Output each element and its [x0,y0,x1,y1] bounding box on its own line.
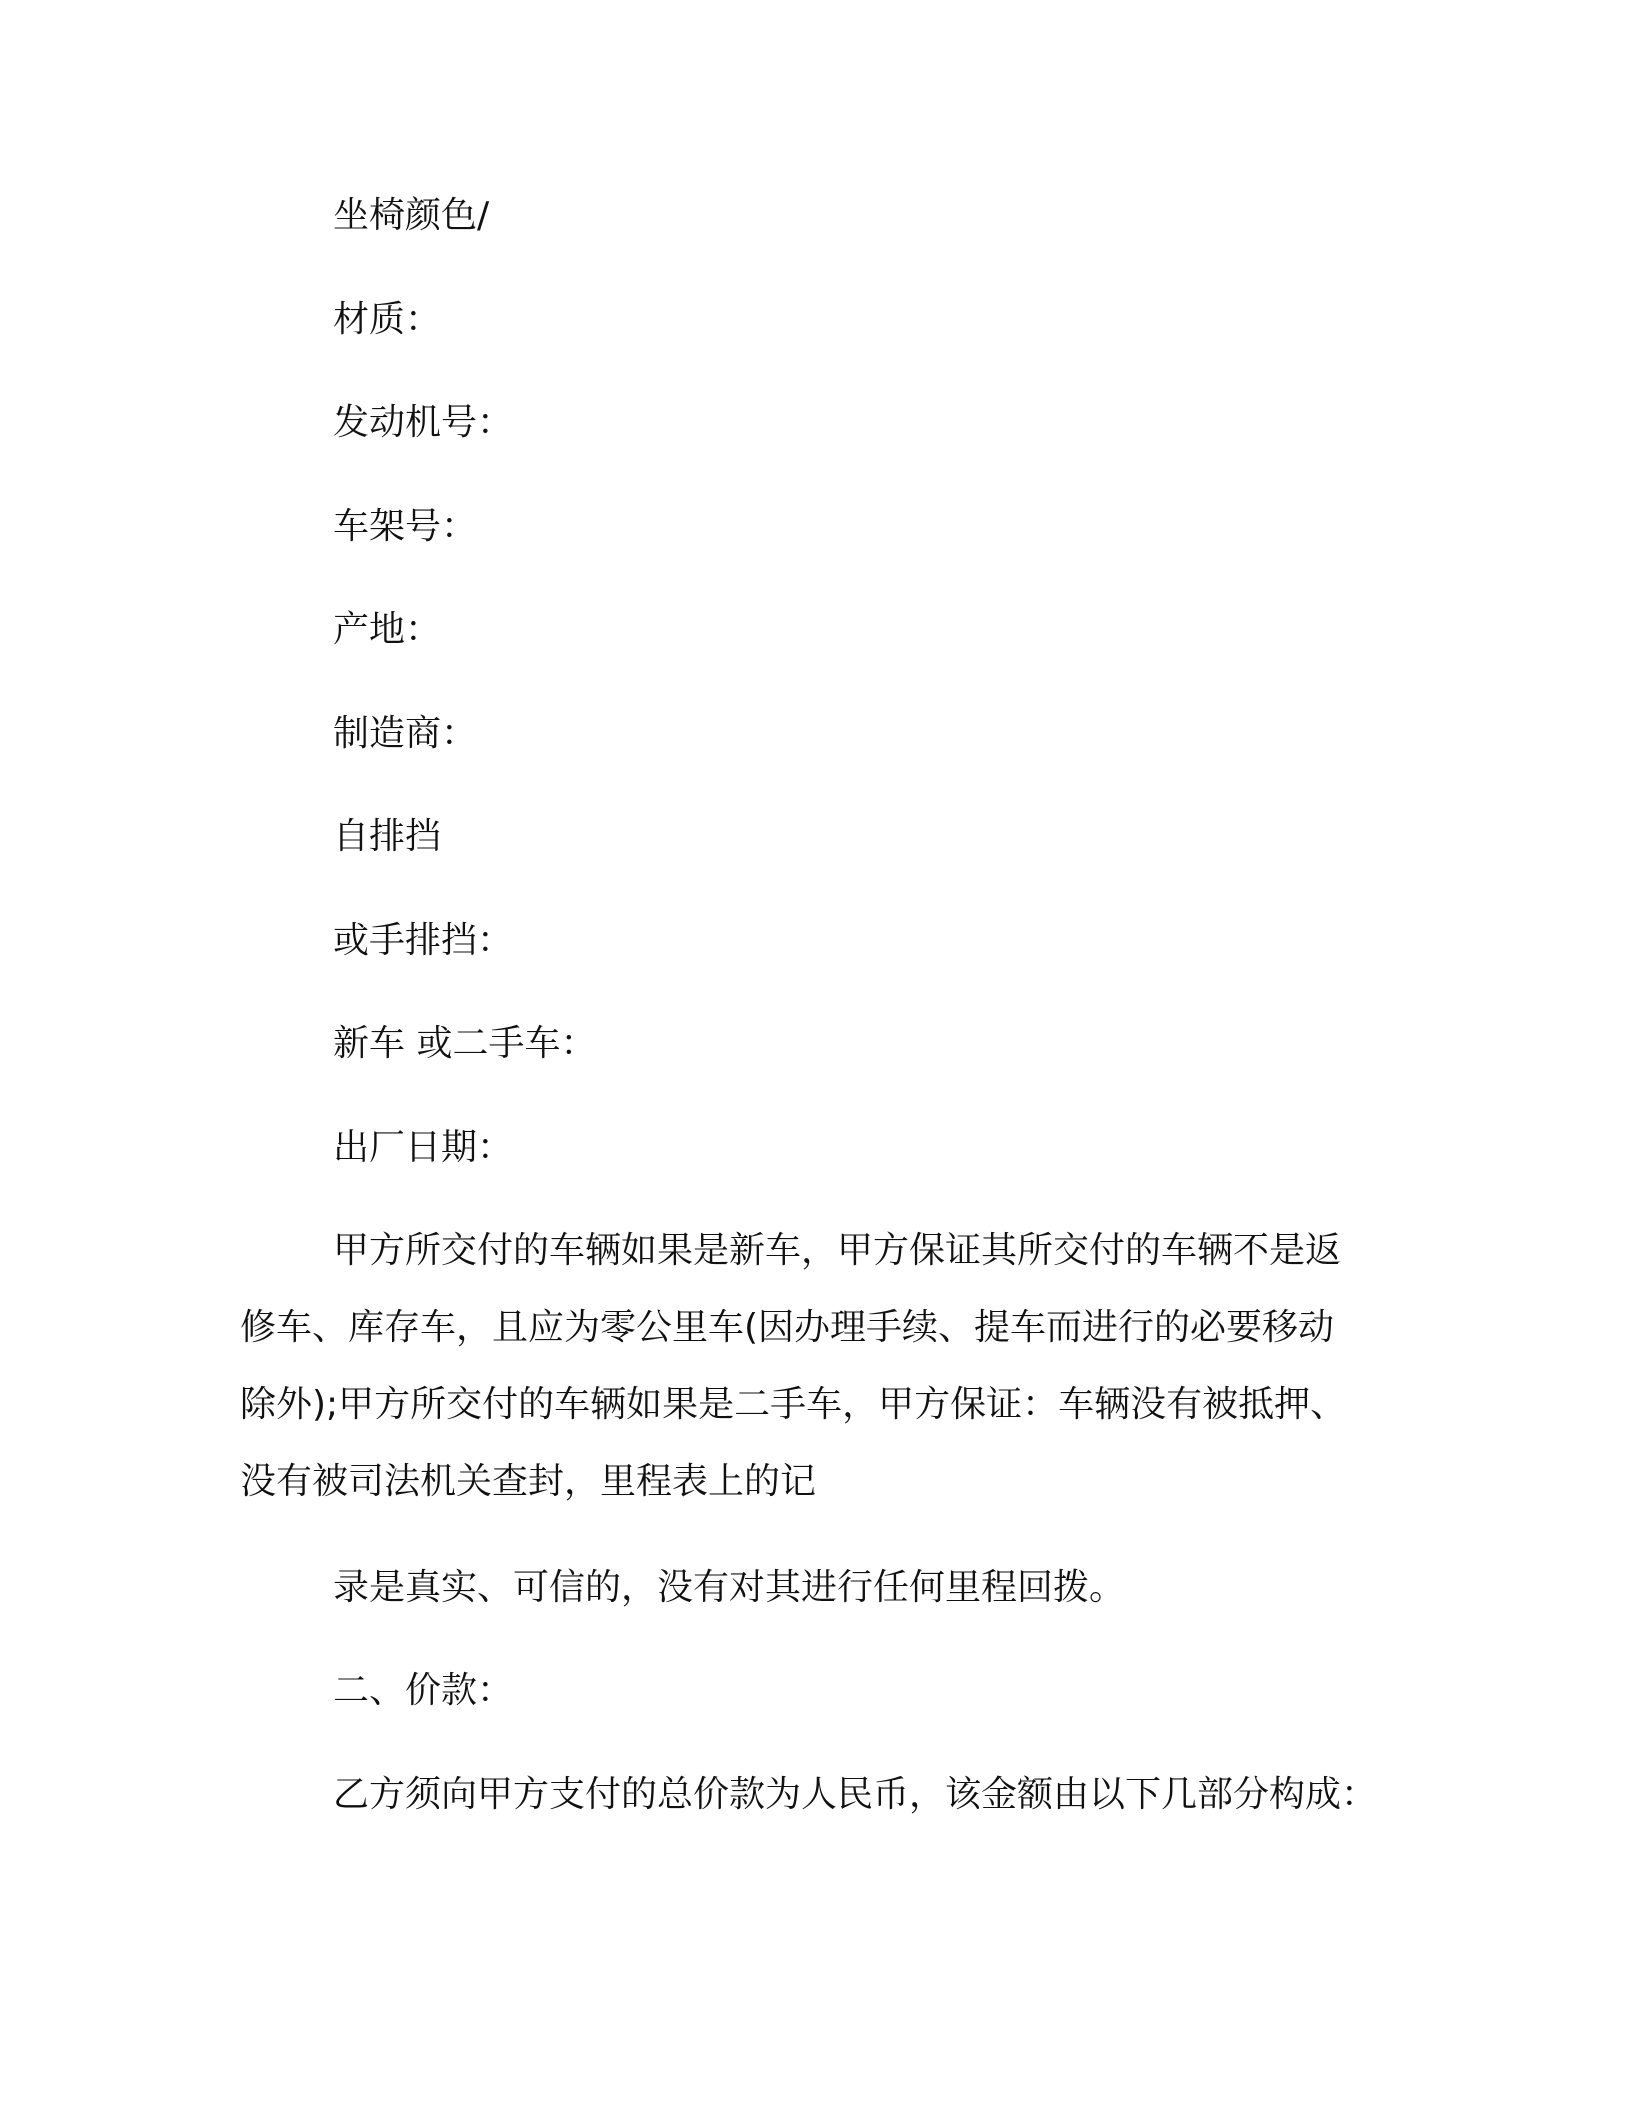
warranty-paragraph [240,1212,1420,1520]
field-automatic-gear: 自排挡 [333,816,442,857]
field-frame-number: 车架号： [333,506,478,547]
field-new-or-used: 新车 或二手车： [333,1023,597,1064]
warranty-line-4: 没有被司法机关查封，里程表上的记 [240,1461,817,1502]
field-manufacture-date: 出厂日期： [333,1127,514,1168]
warranty-line-1: 甲方所交付的车辆如果是新车，甲方保证其所交付的车辆不是返 [333,1230,1342,1271]
section-heading-price: 二、价款： [333,1670,514,1711]
field-manufacturer: 制造商： [333,713,478,754]
warranty-line-2: 修车、库存车，且应为零公里车(因办理手续、提车而进行的必要移动 [240,1307,1335,1348]
field-engine-number: 发动机号： [333,402,514,443]
warranty-continuation: 录是真实、可信的，没有对其进行任何里程回拨。 [333,1567,1126,1608]
price-sentence: 乙方须向甲方支付的总价款为人民币，该金额由以下几部分构成： [333,1774,1378,1815]
field-material: 材质： [333,299,442,340]
field-manual-gear: 或手排挡： [333,920,514,961]
field-origin: 产地： [333,609,442,650]
warranty-line-3: 除外);甲方所交付的车辆如果是二手车，甲方保证：车辆没有被抵押、 [240,1384,1347,1425]
field-seat-color-material: 坐椅颜色/ [333,195,490,236]
